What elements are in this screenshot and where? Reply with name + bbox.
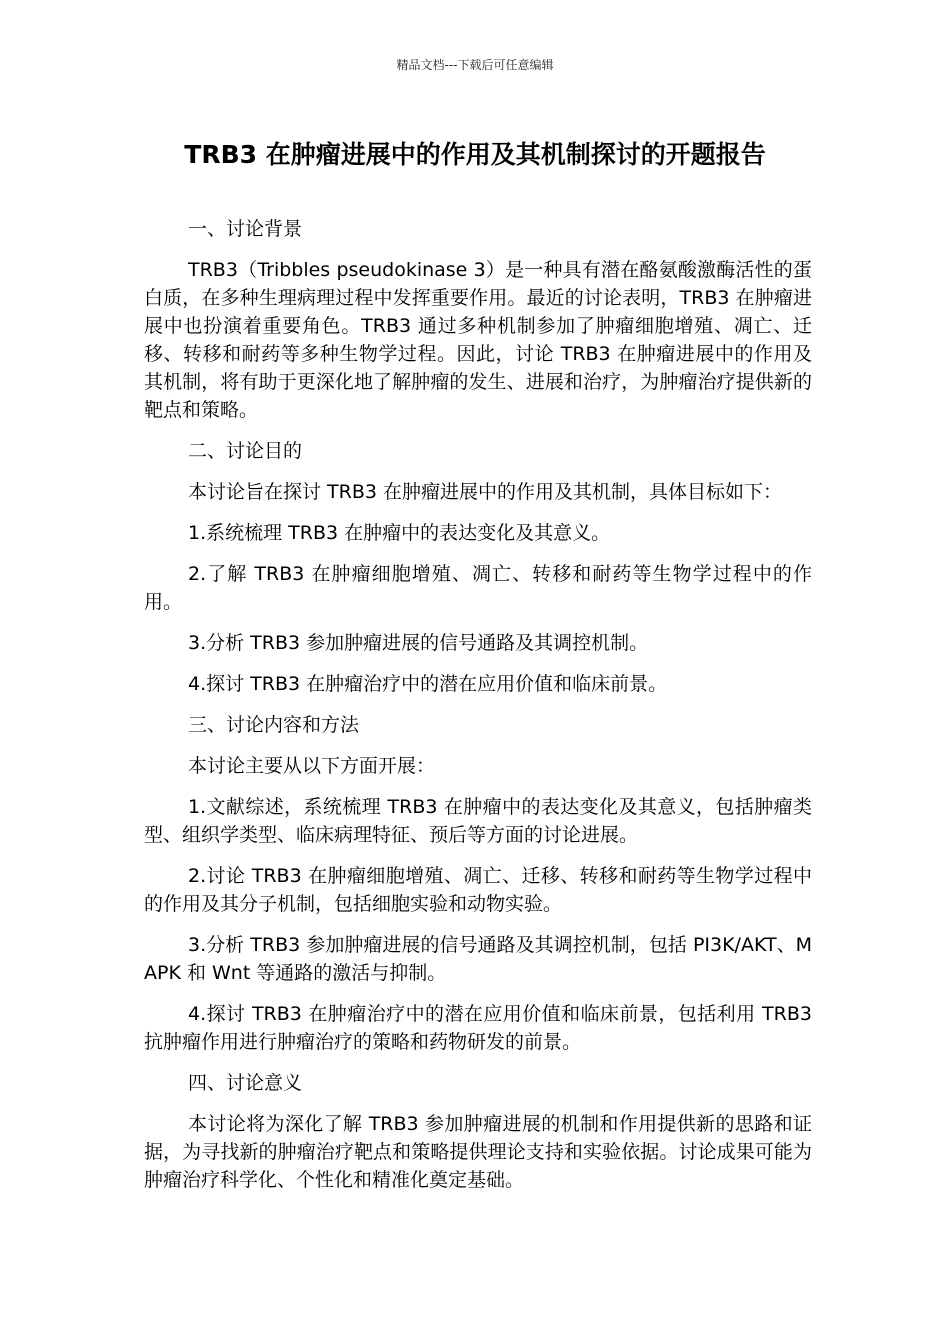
document-title: TRB3 在肿瘤进展中的作用及其机制探讨的开题报告 [184,140,766,169]
list-item-purpose-1: 1.系统梳理 TRB3 在肿瘤中的表达变化及其意义。 [188,522,611,544]
section-heading-purpose: 二、讨论目的 [188,440,303,462]
section-heading-background: 一、讨论背景 [188,218,303,240]
paragraph-purpose-intro: 本讨论旨在探讨 TRB3 在肿瘤进展中的作用及其机制，具体目标如下： [188,481,783,503]
list-item-methods-2: 2.讨论 TRB3 在肿瘤细胞增殖、凋亡、迁移、转移和耐药等生物学过程中的作用及其分子机制，包括细胞实验和动物实验。 [144,865,812,915]
paragraph-background: TRB3（Tribbles pseudokinase 3）是一种具有潜在酪氨酸激酶活性的蛋白质，在多种生理病理过程中发挥重要作用。最近的讨论表明，TRB3 在肿瘤进展中也扮演着重要角色。TRB3 通过多种机制参加了肿瘤细胞增殖、凋亡、迁移、转移和耐药等多种生物学过程。因此，讨论 TRB3 在肿瘤进展中的作用及其机制，将有助于更深化地了解肿瘤的发生、进展和治疗，为肿瘤治疗提供新的靶点和策略。 [144,259,812,421]
list-item-purpose-3: 3.分析 TRB3 参加肿瘤进展的信号通路及其调控机制。 [188,632,649,654]
section-heading-content-methods: 三、讨论内容和方法 [188,714,360,736]
list-item-methods-3: 3.分析 TRB3 参加肿瘤进展的信号通路及其调控机制，包括 PI3K/AKT、MAPK 和 Wnt 等通路的激活与抑制。 [144,934,812,984]
document-body [144,215,812,1207]
paragraph-methods-intro: 本讨论主要从以下方面开展： [188,755,436,777]
list-item-purpose-4: 4.探讨 TRB3 在肿瘤治疗中的潜在应用价值和临床前景。 [188,673,668,695]
list-item-purpose-2: 2.了解 TRB3 在肿瘤细胞增殖、凋亡、转移和耐药等生物学过程中的作用。 [144,563,812,613]
list-item-methods-4: 4.探讨 TRB3 在肿瘤治疗中的潜在应用价值和临床前景，包括利用 TRB3 抗肿瘤作用进行肿瘤治疗的策略和药物研发的前景。 [144,1003,812,1053]
section-heading-significance: 四、讨论意义 [188,1072,303,1094]
list-item-methods-1: 1.文献综述，系统梳理 TRB3 在肿瘤中的表达变化及其意义，包括肿瘤类型、组织学类型、临床病理特征、预后等方面的讨论进展。 [144,796,812,846]
page-header-note: 精品文档---下载后可任意编辑 [396,58,554,72]
paragraph-significance: 本讨论将为深化了解 TRB3 参加肿瘤进展的机制和作用提供新的思路和证据，为寻找新的肿瘤治疗靶点和策略提供理论支持和实验依据。讨论成果可能为肿瘤治疗科学化、个性化和精准化奠定基础。 [144,1113,812,1191]
